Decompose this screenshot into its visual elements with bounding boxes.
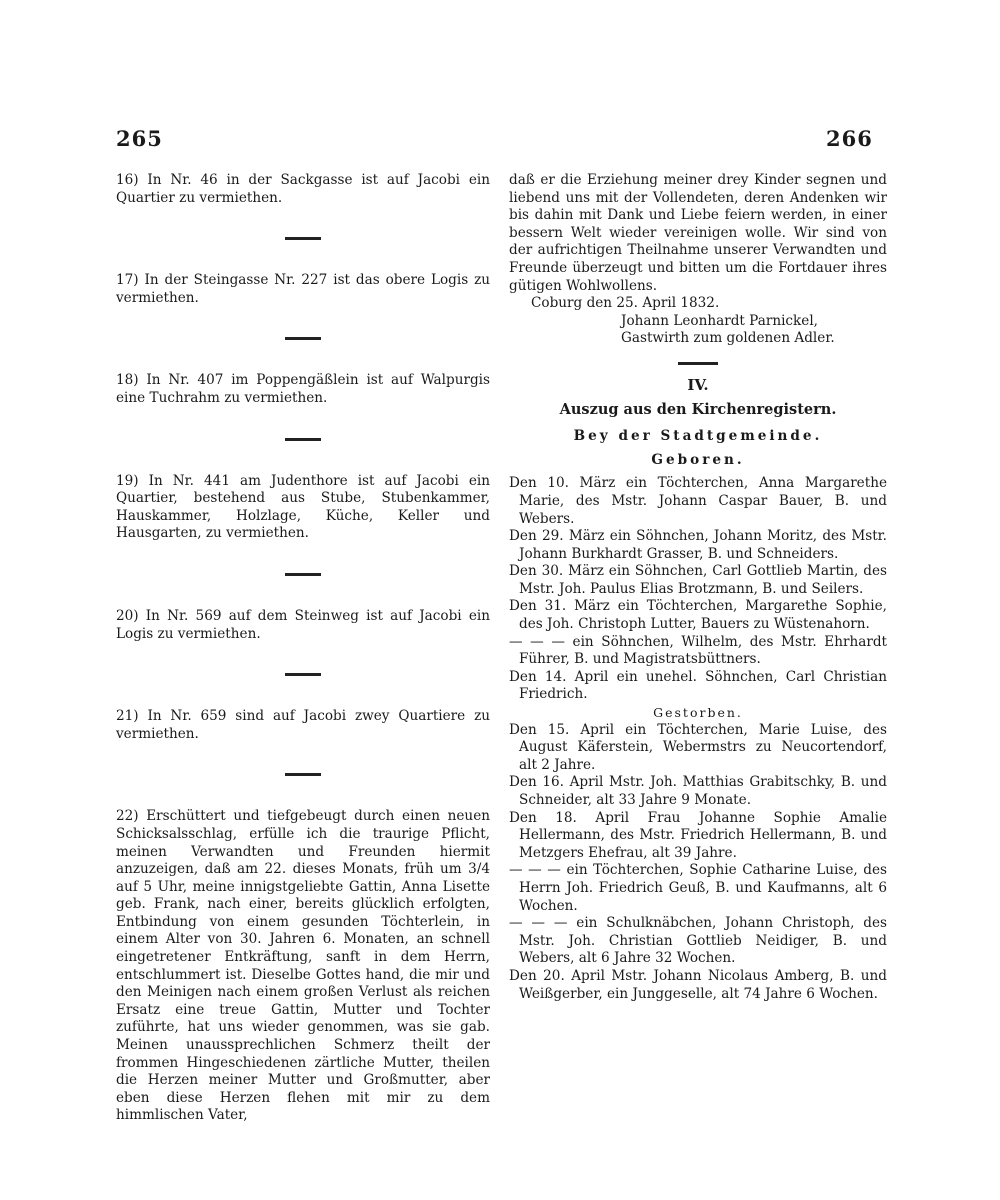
ad-22-death-notice: 22) Erschüttert und tiefgebeugt durch einen neuen Schicksalsschlag, erfülle ich die traurige Pflicht, meinen Verwandten und Freunden hiermit anzuzeigen, daß am 22. dieses Monats, früh um 3/4 auf 5 Uhr, meine innigstgeliebte Gattin, Anna Lisette geb. Frank, nach einer, bereits glücklich erfolgten, Entbindung von einem gesunden Töchterlein, in einem Alter von 30. Jahren 6. Monaten, an schnell eingetretener Entkräftung, sanft in dem Herrn, entschlummert ist. Dieselbe Gottes hand, die mir und den Meinigen nach einem großen Verlust als reichen Ersatz eine treue Gattin, Mutter und Tochter zuführte, hat uns wieder genommen, was sie gab. Meinen unaussprechlichen Schmerz theilt der frommen Hingeschiedenen zärtliche Mutter, theilen die Herzen meiner Mutter und Großmutter, aber eben diese Herzen flehen mit mir zu dem himmlischen Vater, [116,808,490,1124]
birth-entry: Den 10. März ein Töchterchen, Anna Margarethe Marie, des Mstr. Johann Caspar Bauer, B. und Webers. [509,475,887,527]
death-entry: Den 16. April Mstr. Joh. Matthias Grabitschky, B. und Schneider, alt 33 Jahre 9 Monate. [509,774,887,808]
congregation-heading: Bey der Stadtgemeinde. [573,428,823,445]
separator-rule [285,438,321,441]
ad-21: 21) In Nr. 659 sind auf Jacobi zwey Quartiere zu vermiethen. [116,708,490,742]
died-heading: Gestorben. [653,705,743,721]
separator-rule [285,337,321,340]
birth-entry: Den 14. April ein unehel. Söhnchen, Carl Christian Friedrich. [509,668,887,703]
ad-17: 17) In der Steingasse Nr. 227 ist das obere Logis zu vermiethen. [116,272,490,306]
left-column [116,172,490,1125]
separator-rule [285,237,321,240]
separator-rule [285,673,321,676]
separator-rule [285,573,321,576]
signature-name: Johann Leonhardt Parnickel, [621,312,818,329]
date-line [509,295,887,313]
birth-entry: Den 29. März ein Söhnchen, Johann Moritz, des Mstr. Johann Burkhardt Grasser, B. und Schneiders. [509,528,887,562]
date-text: Coburg den 25. April 1832. [531,295,720,312]
death-entry: Den 15. April ein Töchterchen, Marie Luise, des August Käferstein, Webermstrs zu Neucortendorf, alt 2 Jahre. [509,721,887,773]
ad-18: 18) In Nr. 407 im Poppengäßlein ist auf Walpurgis eine Tuchrahm zu vermiethen. [116,372,490,406]
birth-entry: Den 31. März ein Töchterchen, Margarethe Sophie, des Joh. Christoph Lutter, Bauers zu Wüstenahorn. [509,598,887,633]
death-entry: Den 18. April Frau Johanne Sophie Amalie Hellermann, des Mstr. Friedrich Hellermann, B. und Metzgers Ehefrau, alt 39 Jahre. [509,809,887,861]
section-number: IV. [687,375,709,394]
page-number-left: 265 [116,126,163,151]
birth-entry: Den 30. März ein Söhnchen, Carl Gottlieb Martin, des Mstr. Joh. Paulus Elias Brotzmann, B. und Seilers. [509,563,887,597]
ad-19: 19) In Nr. 441 am Judenthore ist auf Jacobi ein Quartier, bestehend aus Stube, Stubenkammer, Hauskammer, Holzlage, Küche, Keller und Hausgarten, zu vermiethen. [116,472,490,542]
born-heading: Geboren. [651,451,745,468]
right-column [509,172,887,1003]
death-entry: — — — ein Töchterchen, Sophie Catharine Luise, des Herrn Joh. Friedrich Geuß, B. und Kaufmanns, alt 6 Wochen. [509,862,887,914]
death-entry: — — — ein Schulknäbchen, Johann Christoph, des Mstr. Joh. Christian Gottlieb Neidiger, B. und Webers, alt 6 Jahre 32 Wochen. [509,915,887,967]
ad-20: 20) In Nr. 569 auf dem Steinweg ist auf Jacobi ein Logis zu vermiethen. [116,607,490,642]
ad-16: 16) In Nr. 46 in der Sackgasse ist auf Jacobi ein Quartier zu vermiethen. [116,172,490,206]
page-number-right: 266 [826,126,873,151]
separator-rule [678,362,718,365]
death-entry: Den 20. April Mstr. Johann Nicolaus Amberg, B. und Weißgerber, ein Junggeselle, alt 74 Jahre 6 Wochen. [509,967,887,1002]
birth-entry: — — — ein Söhnchen, Wilhelm, des Mstr. Ehrhardt Führer, B. und Magistratsbüttners. [509,633,887,668]
death-notice-continuation: daß er die Erziehung meiner drey Kinder segnen und liebend uns mit der Vollendeten, deren Andenken wir bis dahin mit Dank und Liebe feiern werden, in einer bessern Welt wieder vereinigen wolle. Wir sind von der aufrichtigen Theilnahme unserer Verwandten und Freunde überzeugt und bitten um die Fortdauer ihres gütigen Wohlwollens. [509,172,887,294]
separator-rule [285,773,321,776]
section-title: Auszug aus den Kirchenregistern. [559,400,837,418]
signature-title: Gastwirth zum goldenen Adler. [621,330,835,347]
